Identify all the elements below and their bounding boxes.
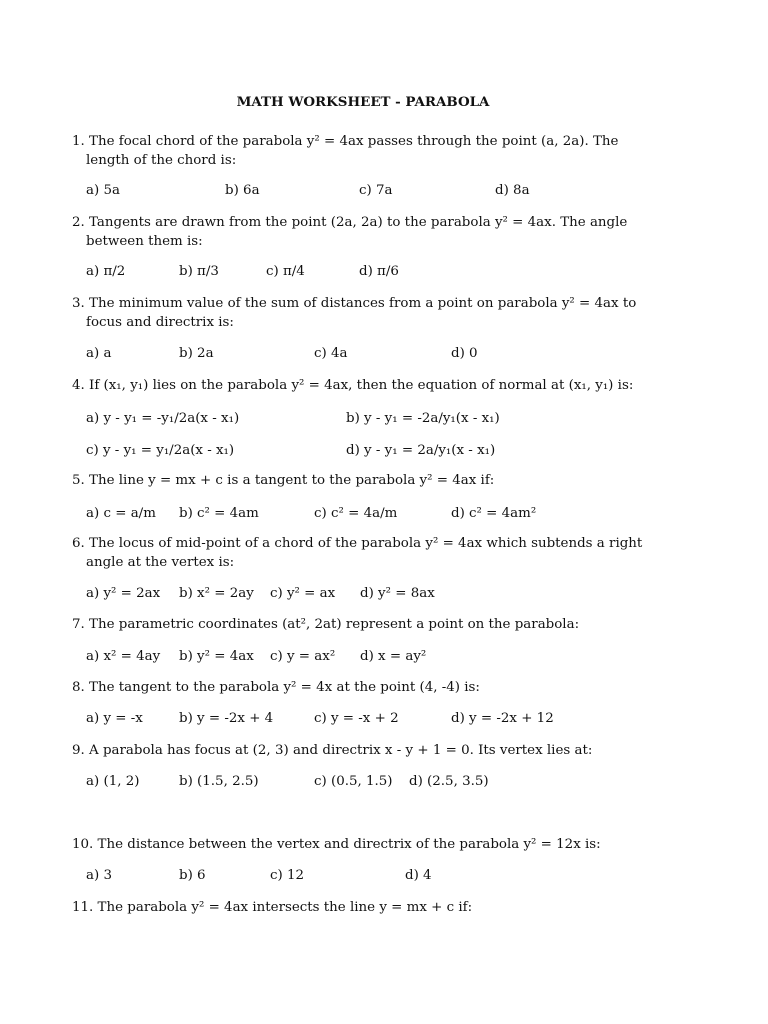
question-text: 6. The locus of mid-point of a chord of the parabola y² = 4ax which subtends a right xyxy=(72,536,643,551)
answer-option-d: d) c² = 4am² xyxy=(451,506,537,521)
question-text: 1. The focal chord of the parabola y² = 4ax passes through the point (a, 2a). The xyxy=(72,134,619,149)
answer-option-a: a) y² = 2ax xyxy=(86,586,161,601)
answer-option-c: c) 12 xyxy=(270,868,305,883)
question-7 xyxy=(72,615,652,634)
answer-option-b: b) x² = 2ay xyxy=(179,586,254,601)
answer-option-b: b) 2a xyxy=(179,346,214,361)
answer-option-b: b) π/3 xyxy=(179,264,219,279)
answer-option-c: c) π/4 xyxy=(266,264,305,279)
question-4 xyxy=(72,376,652,395)
answer-option-d: d) 8a xyxy=(495,183,530,198)
question-text: 4. If (x₁, y₁) lies on the parabola y² = 4ax, then the equation of normal at (x₁, y₁) is: xyxy=(72,378,634,393)
answer-option-d: d) 0 xyxy=(451,346,478,361)
answer-option-a: a) c = a/m xyxy=(86,506,156,521)
question-text-continued: length of the chord is: xyxy=(86,153,237,168)
question-2 xyxy=(72,213,652,251)
answer-option-a: a) x² = 4ay xyxy=(86,649,161,664)
question-text: 7. The parametric coordinates (at², 2at) represent a point on the parabola: xyxy=(72,617,580,632)
answer-option-b: b) y - y₁ = -2a/y₁(x - x₁) xyxy=(346,411,500,426)
answer-option-c: c) 4a xyxy=(314,346,348,361)
answer-option-c: c) 7a xyxy=(359,183,393,198)
question-9 xyxy=(72,741,652,760)
question-3 xyxy=(72,294,652,332)
question-text-continued: focus and directrix is: xyxy=(86,315,234,330)
answer-option-d: d) x = ay² xyxy=(360,649,427,664)
question-text: 3. The minimum value of the sum of distances from a point on parabola y² = 4ax to xyxy=(72,296,637,311)
question-text-continued: between them is: xyxy=(86,234,203,249)
question-text: 8. The tangent to the parabola y² = 4x at the point (4, -4) is: xyxy=(72,680,480,695)
answer-option-d: d) (2.5, 3.5) xyxy=(409,774,489,789)
question-text-continued: angle at the vertex is: xyxy=(86,555,235,570)
question-1 xyxy=(72,132,652,170)
answer-option-b: b) 6a xyxy=(225,183,260,198)
question-text: 5. The line y = mx + c is a tangent to the parabola y² = 4ax if: xyxy=(72,473,495,488)
answer-option-a: a) 3 xyxy=(86,868,112,883)
answer-option-a: a) π/2 xyxy=(86,264,126,279)
question-text: 2. Tangents are drawn from the point (2a, 2a) to the parabola y² = 4ax. The angle xyxy=(72,215,628,230)
answer-option-c: c) c² = 4a/m xyxy=(314,506,398,521)
answer-option-c: c) y - y₁ = y₁/2a(x - x₁) xyxy=(86,443,235,458)
answer-option-d: d) y - y₁ = 2a/y₁(x - x₁) xyxy=(346,443,496,458)
answer-option-c: c) y = -x + 2 xyxy=(314,711,399,726)
answer-option-d: d) 4 xyxy=(405,868,432,883)
question-text: 10. The distance between the vertex and directrix of the parabola y² = 12x is: xyxy=(72,837,601,852)
question-text: 9. A parabola has focus at (2, 3) and directrix x - y + 1 = 0. Its vertex lies at: xyxy=(72,743,593,758)
answer-option-b: b) y² = 4ax xyxy=(179,649,254,664)
answer-option-a: a) y - y₁ = -y₁/2a(x - x₁) xyxy=(86,411,240,426)
question-6 xyxy=(72,534,652,572)
answer-option-d: d) π/6 xyxy=(359,264,399,279)
question-text: 11. The parabola y² = 4ax intersects the line y = mx + c if: xyxy=(72,900,473,915)
question-8 xyxy=(72,678,652,697)
answer-option-c: c) y² = ax xyxy=(270,586,336,601)
answer-option-b: b) (1.5, 2.5) xyxy=(179,774,259,789)
answer-option-b: b) y = -2x + 4 xyxy=(179,711,274,726)
answer-option-c: c) (0.5, 1.5) xyxy=(314,774,393,789)
answer-option-a: a) 5a xyxy=(86,183,120,198)
answer-option-d: d) y = -2x + 12 xyxy=(451,711,554,726)
answer-option-a: a) (1, 2) xyxy=(86,774,140,789)
answer-option-b: b) 6 xyxy=(179,868,206,883)
answer-option-d: d) y² = 8ax xyxy=(360,586,435,601)
answer-option-c: c) y = ax² xyxy=(270,649,336,664)
answer-option-a: a) y = -x xyxy=(86,711,143,726)
question-11 xyxy=(72,898,652,917)
answer-option-a: a) a xyxy=(86,346,112,361)
answer-option-b: b) c² = 4am xyxy=(179,506,259,521)
question-10 xyxy=(72,835,652,854)
question-5 xyxy=(72,471,652,490)
worksheet-title: MATH WORKSHEET - PARABOLA xyxy=(236,94,490,110)
